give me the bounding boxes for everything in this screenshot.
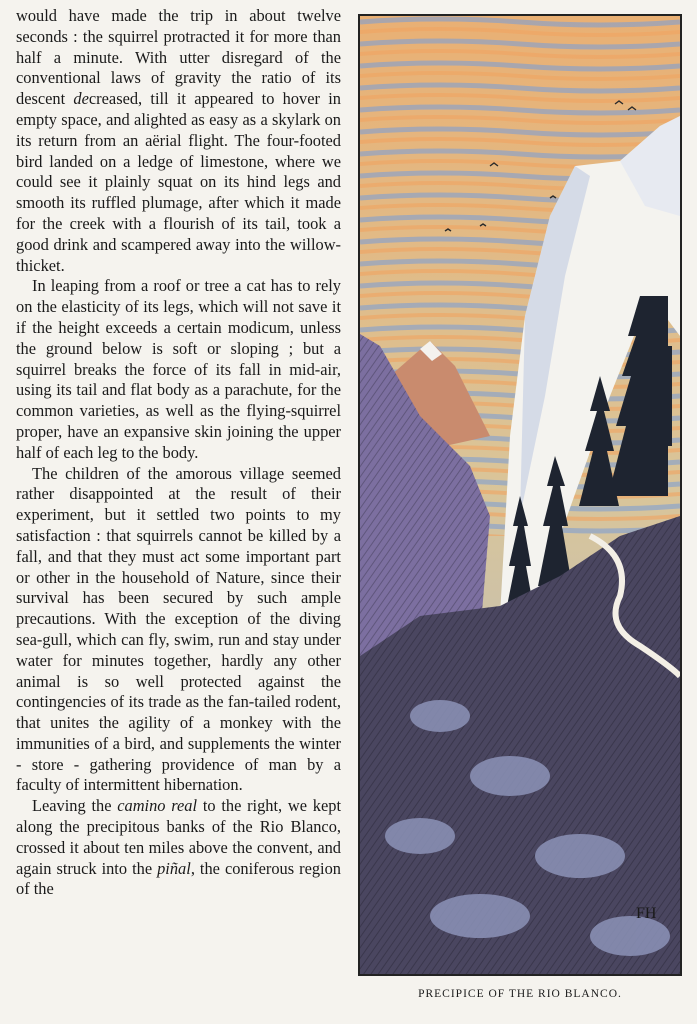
precipice-illustration — [360, 16, 680, 974]
illustration-caption: PRECIPICE OF THE RIO BLANCO. — [418, 988, 622, 1000]
paragraph-1: would have made the trip in about twelve seconds : the squirrel protracted it for more than half a minute. With utter disregard of the conventional laws of gravity the ratio of its descent decreased, till it appeared to hover in empty space, and alighted as easy as a skylark on its return from an aërial flight. The four-footed bird landed on a ledge of limestone, where we could see it plainly squat on its hind legs and smooth its ruffled plumage, after which it made for the creek with a flourish of its tail, took a good drink and scampered away into the willow-thicket. — [16, 6, 341, 275]
paragraph-2: In leaping from a roof or tree a cat has to rely on the elasticity of its legs, which will not save it if the height exceeds a certain modicum, unless the ground below is soft or sloping ; but a squirrel breaks the force of its fall in mid-air, using its tail and flat body as a parachute, for the common varieties, as well as the flying-squirrel proper, have an expansive skin joining the upper half of each leg to the body. — [16, 276, 341, 462]
paragraph-4: Leaving the camino real to the right, we kept along the precipitous banks of the Rio Blanco, crossed it about ten miles above the convent, and again struck into the piñal, the coniferous region of the — [16, 796, 342, 899]
article-text — [16, 6, 341, 900]
paragraph-3: The children of the amorous village seemed rather disappointed at the result of their experiment, but it settled two points to my satisfaction : that squirrels cannot be killed by a fall, and that they must act some important part or other in the household of Nature, since their survival has been secured by such ample precautions. With the exception of the diving sea-gull, which can fly, swim, run and stay under water for minutes together, hardly any other animal is so well protected against the contingencies of its trade as the fan-tailed rodent, that unites the agility of a monkey with the immunities of a bird, and supplements the winter - store - gathering providence of man by a faculty of intermittent hibernation. — [16, 463, 341, 795]
artist-monogram: FH — [636, 905, 657, 922]
illustration-plate — [358, 14, 682, 976]
